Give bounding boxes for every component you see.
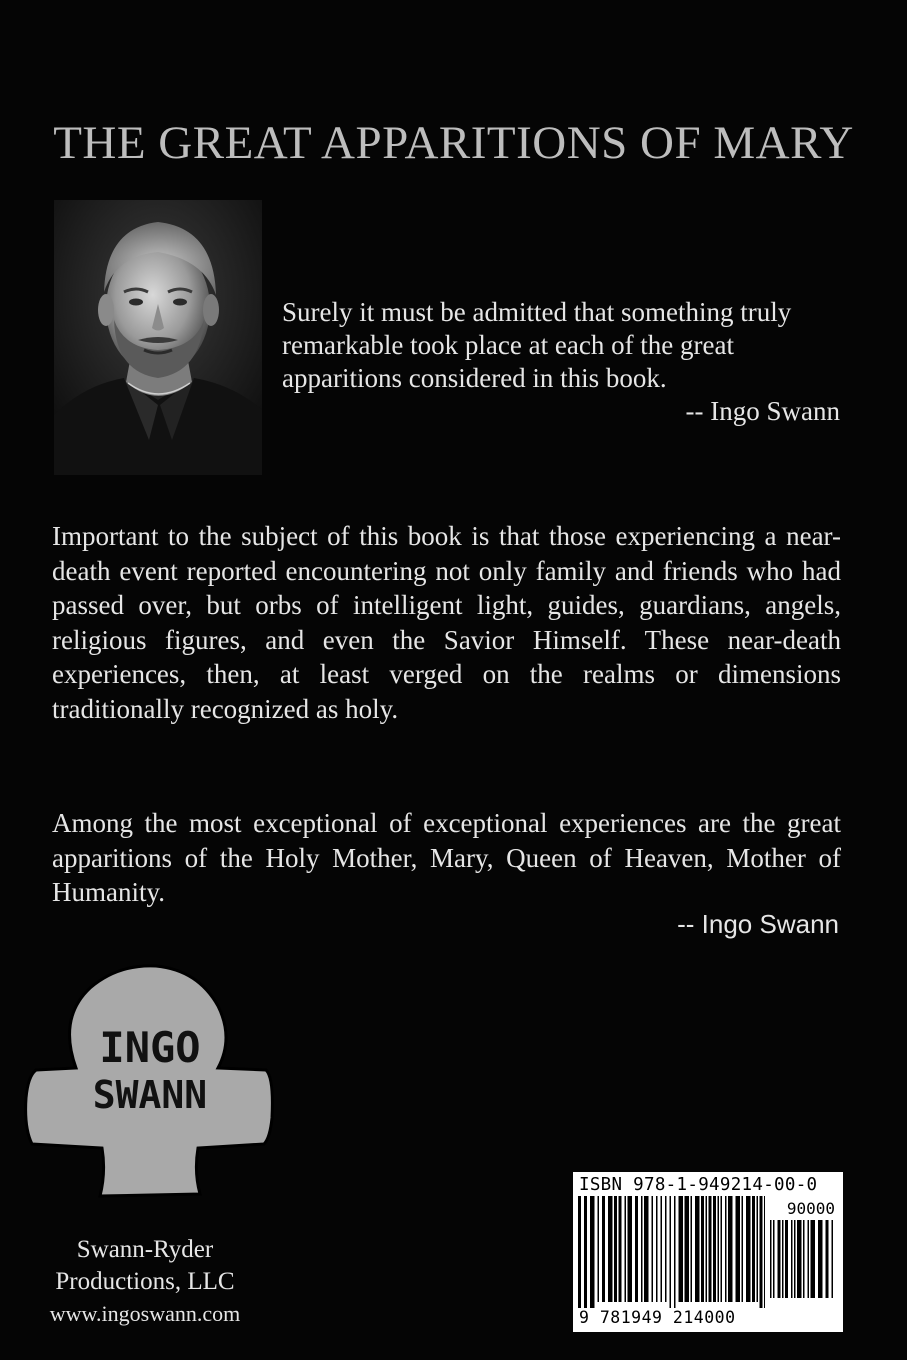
barcode-bar <box>628 1196 633 1302</box>
barcode-bar <box>782 1220 784 1298</box>
publisher-website: www.ingoswann.com <box>49 1301 241 1326</box>
barcode-bar <box>764 1196 765 1308</box>
publisher-logo <box>18 958 280 1198</box>
barcode-bar <box>811 1220 816 1298</box>
barcode-bar <box>778 1220 781 1298</box>
quote-text: Surely it must be admitted that something truly remarkable took place at each of the great apparitions considered in this book. <box>282 297 792 393</box>
publisher-info <box>14 1234 276 1330</box>
barcode-bar <box>709 1196 712 1302</box>
logo-line-2: SWANN <box>92 1073 208 1117</box>
barcode-bar <box>685 1196 690 1302</box>
barcode-bar <box>832 1220 834 1298</box>
barcode-bar <box>773 1220 775 1298</box>
barcode-bar <box>614 1196 617 1302</box>
barcode-bar <box>770 1220 772 1298</box>
barcode-bar <box>661 1196 663 1302</box>
barcode-bar <box>721 1196 723 1302</box>
barcode-bar <box>625 1196 627 1302</box>
publisher-name-line-1: Swann-Ryder <box>76 1236 214 1263</box>
price-code: 90000 <box>786 1199 835 1218</box>
barcode-bar <box>619 1196 622 1302</box>
author-quote <box>282 296 842 428</box>
barcode-bar <box>670 1196 672 1308</box>
barcode-bar <box>760 1196 763 1308</box>
book-title: THE GREAT APPARITIONS OF MARY <box>53 117 854 169</box>
barcode-bars <box>577 1196 767 1308</box>
barcode-bar <box>641 1196 643 1302</box>
barcode-bar <box>746 1196 751 1302</box>
barcode-bar <box>602 1196 605 1302</box>
barcode-bar <box>578 1196 581 1308</box>
barcode-bar <box>803 1220 805 1298</box>
price-bars <box>769 1220 837 1306</box>
barcode-bar <box>808 1220 810 1298</box>
barcode-bar <box>797 1220 802 1298</box>
barcode-bar <box>656 1196 658 1302</box>
barcode-bar <box>635 1196 638 1302</box>
barcode-bar <box>785 1220 788 1298</box>
logo-line-1: INGO <box>99 1023 201 1072</box>
barcode-bar <box>598 1196 600 1302</box>
barcode-bar <box>725 1196 727 1302</box>
barcode-bar <box>791 1220 793 1298</box>
barcode-bar <box>665 1196 667 1302</box>
description-attribution: -- Ingo Swann <box>677 909 839 939</box>
barcode-bar <box>794 1220 796 1298</box>
barcode-bar <box>590 1196 595 1308</box>
barcode-bar <box>706 1196 708 1302</box>
quote-attribution: -- Ingo Swann <box>685 396 840 426</box>
isbn-barcode <box>573 1172 843 1332</box>
ean-digits: 9 781949 214000 <box>579 1308 736 1327</box>
barcode-bar <box>718 1196 720 1302</box>
publisher-name-line-2: Productions, LLC <box>55 1268 235 1295</box>
author-photo <box>54 200 262 475</box>
barcode-bar <box>728 1196 733 1302</box>
barcode-bar <box>701 1196 704 1302</box>
barcode-bar <box>752 1196 755 1302</box>
description-paragraph-2: Among the most exceptional of exceptional experiences are the great apparitions of the Holy Mother, Mary, Queen of Heaven, Mother of Humanity. <box>52 808 841 907</box>
barcode-bar <box>584 1196 587 1308</box>
barcode-bar <box>736 1196 741 1302</box>
description-paragraph-1: Important to the subject of this book is that those experiencing a near-death event reported encountering not only family and friends who had passed over, but orbs of intelligent light, guides, guardians, angels, religious figures, and even the Savior Himself. These near-death experiences, then, at least verged on the realms or dimensions traditionally recognized as holy. <box>52 521 841 724</box>
barcode-bar <box>691 1196 693 1302</box>
barcode-bar <box>757 1196 759 1302</box>
barcode-bar <box>826 1220 829 1298</box>
barcode-bar <box>818 1220 823 1298</box>
barcode-bar <box>742 1196 744 1302</box>
barcode-bar <box>608 1196 613 1302</box>
isbn-label: ISBN 978-1-949214-00-0 <box>579 1175 818 1195</box>
barcode-bar <box>674 1196 676 1308</box>
barcode-bar <box>713 1196 716 1302</box>
barcode-bar <box>695 1196 700 1302</box>
barcode-bar <box>652 1196 654 1302</box>
barcode-bar <box>644 1196 649 1302</box>
barcode-bar <box>679 1196 684 1302</box>
